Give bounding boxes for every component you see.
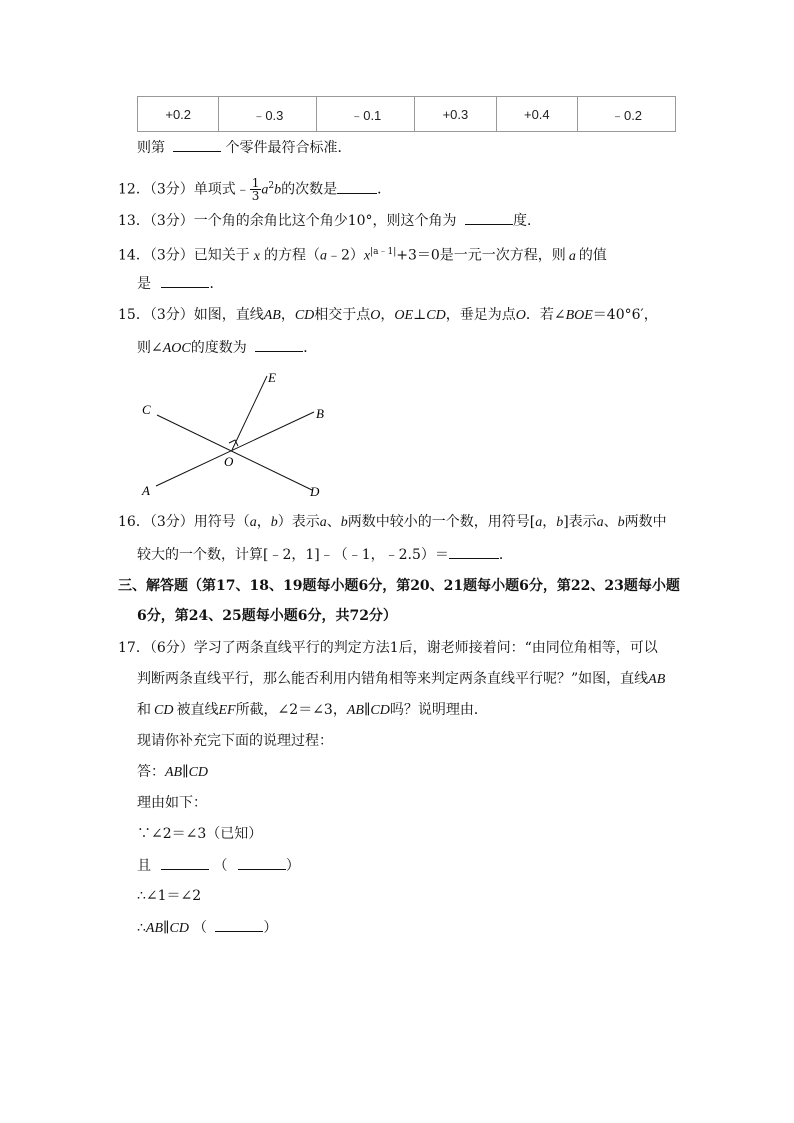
q14-text-c: ﹣2） [326, 247, 364, 264]
q14-text-a: 14．（3分）已知关于 [118, 247, 250, 264]
q15-text-a: 15．（3分）如图，直线 [118, 307, 264, 323]
q16-comma-2: ， [542, 514, 557, 530]
q16-text-6: 、 [603, 514, 618, 530]
q15-l2-end: ． [303, 340, 318, 356]
q17-l10-b: （ [192, 920, 207, 936]
q14-text-d: +3＝0是一元一次方程，则 [396, 247, 566, 264]
question-12 [118, 171, 391, 206]
q17-l2-ab: AB [648, 672, 666, 687]
q16-a: a [249, 515, 257, 530]
label-c: C [142, 402, 151, 417]
q16-b: b [270, 515, 278, 530]
q14-var-a2: a [568, 248, 576, 264]
ray-oe [232, 376, 267, 450]
question-14-line-1 [118, 242, 607, 267]
q17-blank-2[interactable] [238, 855, 286, 870]
label-e: E [268, 370, 276, 385]
q15-boe: BOE [565, 308, 593, 323]
q17-l8-c: ） [285, 858, 300, 874]
q17-l5-cd: CD [188, 765, 209, 780]
q17-line-6: 理由如下： [137, 795, 207, 811]
q14-blank[interactable] [161, 273, 209, 288]
q17-l8-a: 且 [137, 858, 151, 874]
q14-line2-text: 是 [137, 276, 151, 292]
q15-text-b: 相交于点 [314, 307, 371, 323]
q12-var-b: b [274, 182, 282, 198]
q17-l3-c: 所截，∠2＝∠3， [235, 702, 347, 718]
q15-o: O [370, 308, 381, 323]
q17-l10-ab: AB [145, 921, 164, 936]
q17-l8-b: （ [213, 858, 228, 874]
q15-perp: ⊥ [413, 307, 427, 323]
q12-blank[interactable] [337, 179, 377, 194]
q11-after: 个零件最符合标准． [225, 140, 352, 156]
q17-l10-cd: CD [169, 921, 189, 936]
q17-line-9: ∴∠1＝∠2 [137, 888, 202, 904]
q16-text-1: 16．（3分）用符号（ [118, 514, 250, 530]
q16-text-5: ]表示 [563, 514, 597, 530]
table-row [138, 97, 676, 132]
line-ab [156, 412, 314, 486]
q16-a4: a [596, 515, 604, 530]
q17-l3-cd: CD [154, 703, 174, 718]
table-cell: ﹣0.1 [317, 97, 415, 132]
q17-l3-ef: EF [218, 703, 236, 718]
question-16-line-1 [118, 512, 667, 533]
label-d: D [310, 484, 320, 499]
q16-text-4: 两数中较小的一个数，用符号[ [347, 514, 536, 530]
table-cell: ﹣0.2 [578, 97, 676, 132]
q12-frac-den: 3 [251, 189, 260, 204]
question-13 [118, 210, 541, 231]
line-cd [157, 415, 312, 490]
q15-oe: OE [394, 308, 414, 323]
q16-text-2: ）表示 [277, 514, 320, 530]
q11-answer-line [137, 137, 351, 158]
q12-minus: ﹣ [235, 181, 250, 198]
q17-l5-parallel: ∥ [182, 764, 189, 780]
question-15-line-1 [118, 305, 658, 326]
q16-line2-text: 较大的一个数，计算[﹣2，1]﹣（﹣1，﹣2.5）＝ [137, 547, 449, 563]
q16-blank[interactable] [449, 544, 499, 559]
q16-a3: a [535, 515, 543, 530]
q17-line-10 [137, 917, 277, 939]
q12-text: 12．（3分）单项式 [118, 181, 236, 198]
q12-exp: 2 [268, 181, 275, 191]
q15-ab: AB [263, 308, 281, 323]
q17-line-4: 现请你补充完下面的说理过程： [137, 733, 333, 749]
q17-l3-d: 吗？说明理由． [389, 702, 488, 718]
q15-aoc: AOC [162, 341, 191, 356]
q17-line-5 [137, 762, 208, 783]
q17-l5-ab: AB [165, 765, 183, 780]
q16-b3: b [556, 515, 564, 530]
q17-line-7: ∵∠2＝∠3（已知） [137, 826, 263, 842]
q17-l10-parallel: ∥ [163, 920, 170, 936]
table-cell: +0.2 [138, 97, 219, 132]
deviation-table [137, 96, 676, 132]
q16-text-7: 两数中 [624, 514, 667, 530]
q17-l3-parallel: ∥ [363, 702, 371, 718]
question-14-line-2 [137, 273, 223, 294]
q12-after: 的次数是 [281, 181, 338, 198]
table-cell: +0.3 [415, 97, 496, 132]
q15-text-d: ，垂足为点 [445, 307, 516, 323]
q15-text-f: ＝40°6′， [592, 307, 658, 323]
label-o: O [224, 454, 234, 469]
q15-comma: ， [280, 307, 295, 323]
q16-line2-end: ． [498, 547, 513, 563]
question-16-line-2 [137, 544, 513, 565]
q17-l3-ab: AB [346, 703, 364, 718]
q14-var-x: x [253, 248, 260, 264]
q16-b4: b [617, 515, 625, 530]
q16-comma-1: ， [256, 514, 271, 530]
q11-before: 则第 [137, 140, 165, 156]
section-3-heading-cont: 6分，第24、25题每小题6分，共72分） [137, 608, 397, 624]
q14-exp: |a﹣1| [370, 247, 397, 257]
q14-line2-end: ． [209, 276, 224, 292]
geometry-figure [130, 365, 340, 500]
q17-l2-text: 判断两条直线平行，那么能否利用内错角相等来判定两条直线平行呢？”如图，直线 [137, 671, 649, 687]
q12-end: ． [377, 181, 392, 198]
q17-blank-3[interactable] [215, 917, 263, 932]
label-b: B [316, 406, 324, 421]
label-a: A [142, 483, 150, 498]
q17-line-1: 17．（6分）学习了两条直线平行的判定方法1后，谢老师接着问：“由同位角相等，可以 [118, 640, 658, 656]
q11-blank[interactable] [173, 137, 221, 152]
q15-text-c: ， [380, 307, 395, 323]
q16-b2: b [340, 515, 348, 530]
q15-l2-b: 的度数为 [190, 340, 247, 356]
q16-text-3: 、 [326, 514, 341, 530]
q17-l10-c: ） [263, 920, 278, 936]
q15-o2: O [515, 308, 526, 323]
table-cell: ﹣0.3 [219, 97, 317, 132]
q17-l3-a: 和 [137, 702, 151, 718]
q14-var-a: a [319, 248, 327, 264]
q12-var-a: a [261, 182, 269, 198]
section-3-heading: 三、解答题（第17、18、19题每小题6分，第20、21题每小题6分，第22、23题每小题 [118, 578, 680, 594]
q14-var-x2: x [363, 248, 371, 264]
q17-l3-cd2: CD [370, 703, 390, 718]
q17-blank-1[interactable] [161, 855, 209, 870]
q13-text: 13．（3分）一个角的余角比这个角少10°，则这个角为 [118, 213, 457, 229]
question-15-line-2 [137, 337, 317, 359]
q15-cd: CD [294, 308, 315, 323]
q14-text-e: 的值 [578, 247, 607, 264]
q15-blank[interactable] [255, 337, 303, 352]
q17-l10-a: ∴ [137, 920, 146, 936]
q17-line-2 [137, 669, 665, 690]
q13-end: 度． [513, 213, 541, 229]
q15-cd2: CD [426, 308, 446, 323]
q13-blank[interactable] [465, 210, 513, 225]
table-cell: +0.4 [496, 97, 577, 132]
q17-line-8 [137, 855, 300, 876]
q17-l5-a: 答： [137, 764, 165, 780]
q16-a2: a [319, 515, 327, 530]
q14-text-b: 的方程（ [263, 247, 320, 264]
q15-text-e: ．若∠ [525, 307, 566, 323]
q12-frac-num: 1 [251, 176, 260, 191]
q15-l2-a: 则∠ [137, 340, 163, 356]
q17-l3-b: 被直线 [176, 702, 219, 718]
q17-line-3 [137, 700, 488, 721]
q12-fraction [250, 177, 262, 202]
